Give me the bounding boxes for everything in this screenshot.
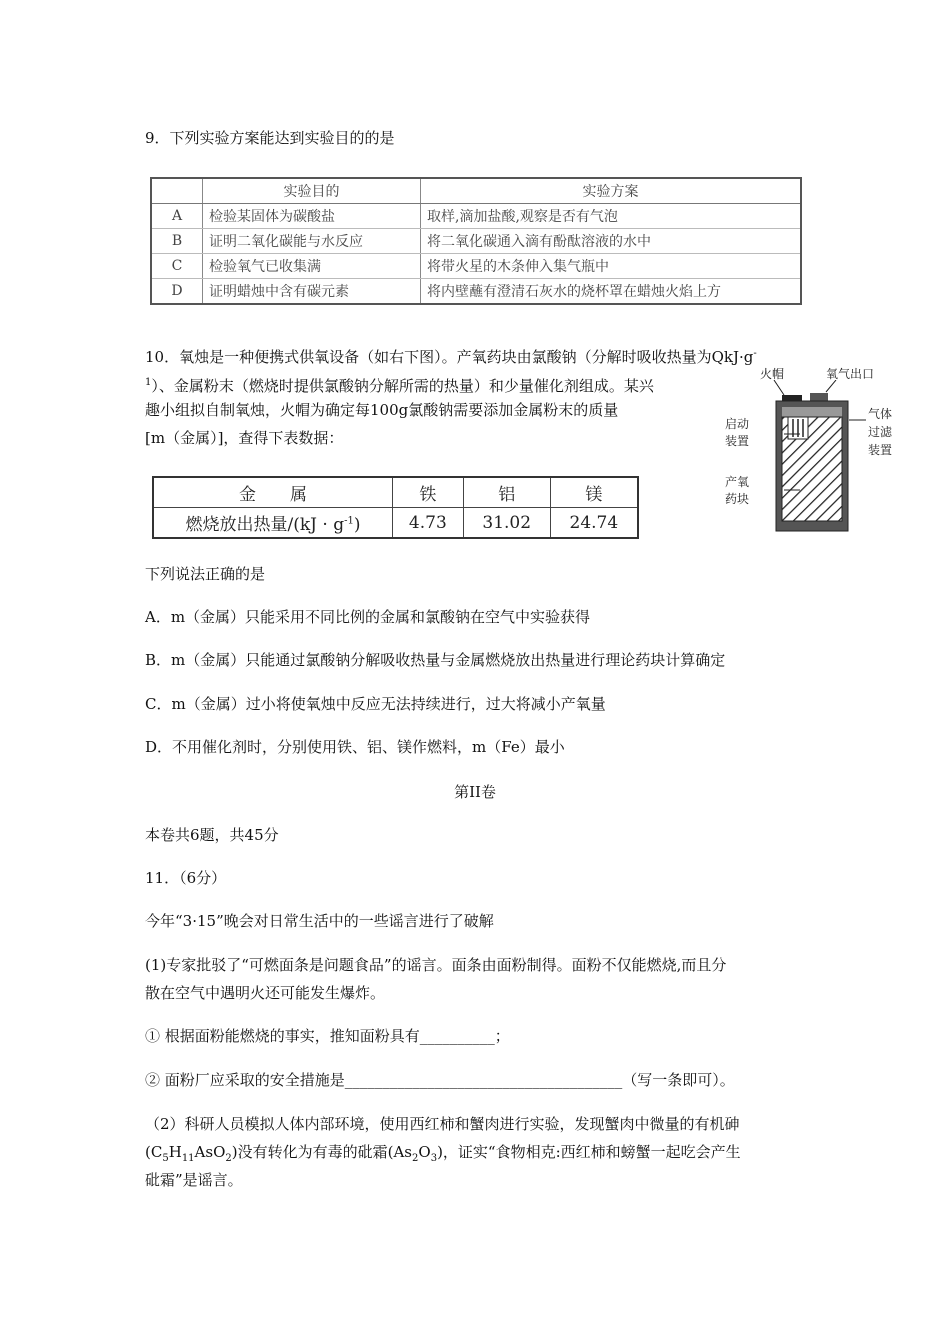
diagram-leader-lines [744,380,904,500]
table-cell: 检验某固体为碳酸盐 [203,204,421,229]
table-cell: 取样,滴加盐酸,观察是否有气泡 [421,204,802,229]
q11-p2-line2 [145,1142,741,1169]
subscript: 11 [181,1153,195,1164]
subscript: 2 [412,1153,419,1164]
label-filter-2: 过滤 [868,425,893,439]
part2-summary: 本卷共6题，共45分 [145,826,279,844]
label-cap: 火帽 [760,367,785,381]
label-starter-2: 装置 [725,434,750,448]
row-label-sup: -1 [344,515,354,527]
table-row [151,204,801,229]
part2-title: 第II卷 [454,783,496,801]
text-segment: AsO [194,1143,226,1161]
row-label-end: ) [353,515,361,535]
q11-p2-line3: 砒霜”是谣言。 [145,1171,243,1189]
table-row-label [153,508,393,539]
table-cell: C [151,254,203,279]
table-row [151,279,801,305]
table-cell: 4.73 [393,508,464,539]
text-segment: H [168,1143,182,1161]
text-segment: O [418,1143,431,1161]
q10-option-c: C．m（金属）过小将使氧烛中反应无法持续进行，过大将减小产氧量 [145,695,606,713]
table-header-cell: 金 属 [153,477,393,508]
table-cell: 证明二氧化碳能与水反应 [203,229,421,254]
table-cell: B [151,229,203,254]
table-header-cell: 镁 [550,477,638,508]
q9-table [150,177,802,305]
table-cell: A [151,204,203,229]
text-segment: )，证实“食物相克:西红柿和螃蟹一起吃会产生 [437,1143,741,1161]
table-header-cell [151,178,203,204]
text-segment: )没有转化为有毒的砒霜(As [231,1143,412,1161]
table-header-row [153,477,638,508]
q11-p1-line2: 散在空气中遇明火还可能发生爆炸。 [145,984,386,1002]
table-cell: 24.74 [550,508,638,539]
table-row [151,229,801,254]
label-starter-1: 启动 [725,417,750,431]
label-filter-3: 装置 [868,443,893,457]
table-header-cell: 实验方案 [421,178,802,204]
q10-line1 [145,344,757,367]
table-header-row [151,178,801,204]
text-segment: (C [145,1143,163,1161]
table-cell: 将带火星的木条伸入集气瓶中 [421,254,802,279]
q10-prompt: 下列说法正确的是 [145,565,266,583]
table-row [153,508,638,539]
table-cell: 31.02 [463,508,550,539]
q11-p2-line1: （2）科研人员模拟人体内部环境，使用西红柿和蟹肉进行实验，发现蟹肉中微量的有机砷 [145,1115,740,1133]
table-cell: 将二氧化碳通入滴有酚酞溶液的水中 [421,229,802,254]
q10-line3: 趣小组拟自制氧烛，火帽为确定每100g氯酸钠需要添加金属粉末的质量 [145,401,619,419]
q10-line4: [m（金属）]，查得下表数据： [145,429,344,447]
q11-intro: 今年“3·15”晚会对日常生活中的一些谣言进行了破解 [145,912,494,930]
label-block-1: 产氧 [725,475,750,489]
q11-number: 11．（6分） [145,869,227,887]
q10-line1-sup: - [753,348,757,359]
subscript: 3 [430,1153,438,1164]
table-cell: D [151,279,203,305]
q11-p1-line1: (1)专家批驳了“可燃面条是问题食品”的谣言。面条由面粉制得。面粉不仅能燃烧,而且分 [145,956,727,974]
label-filter-1: 气体 [868,407,893,421]
table-cell: 检验氧气已收集满 [203,254,421,279]
table-cell: 证明蜡烛中含有碳元素 [203,279,421,305]
table-row [151,254,801,279]
label-block-2: 药块 [725,492,750,506]
q10-metal-table [152,476,639,539]
q10-line2 [145,373,654,396]
q10-option-b: B．m（金属）只能通过氯酸钠分解吸收热量与金属燃烧放出热量进行理论药块计算确定 [145,651,726,669]
q9-stem: 9．下列实验方案能达到实验目的的是 [145,129,395,147]
row-label-text: 燃烧放出热量/(kJ · g [185,515,345,535]
table-header-cell: 铝 [463,477,550,508]
q10-line2-sup: 1 [145,377,152,388]
q11-sub2: ② 面粉厂应采取的安全措施是_____________________________________（写一条即可）。 [145,1071,735,1089]
q10-option-a: A．m（金属）只能采用不同比例的金属和氯酸钠在空气中实验获得 [145,608,591,626]
q10-line2-text: ）、金属粉末（燃烧时提供氯酸钠分解所需的热量）和少量催化剂组成。某兴 [151,377,654,395]
table-header-cell: 铁 [393,477,464,508]
label-oxygen-outlet: 氧气出口 [826,367,875,381]
subscript: 5 [162,1153,169,1164]
table-header-cell: 实验目的 [203,178,421,204]
table-cell: 将内壁蘸有澄清石灰水的烧杯罩在蜡烛火焰上方 [421,279,802,305]
subscript: 2 [225,1153,232,1164]
q11-sub1: ① 根据面粉能燃烧的事实，推知面粉具有__________； [145,1027,510,1045]
q10-line1-text: 10．氧烛是一种便携式供氧设备（如右下图）。产氧药块由氯酸钠（分解时吸收热量为QkJ·g [145,348,754,366]
q10-option-d: D．不用催化剂时，分别使用铁、铝、镁作燃料，m（Fe）最小 [145,738,565,756]
